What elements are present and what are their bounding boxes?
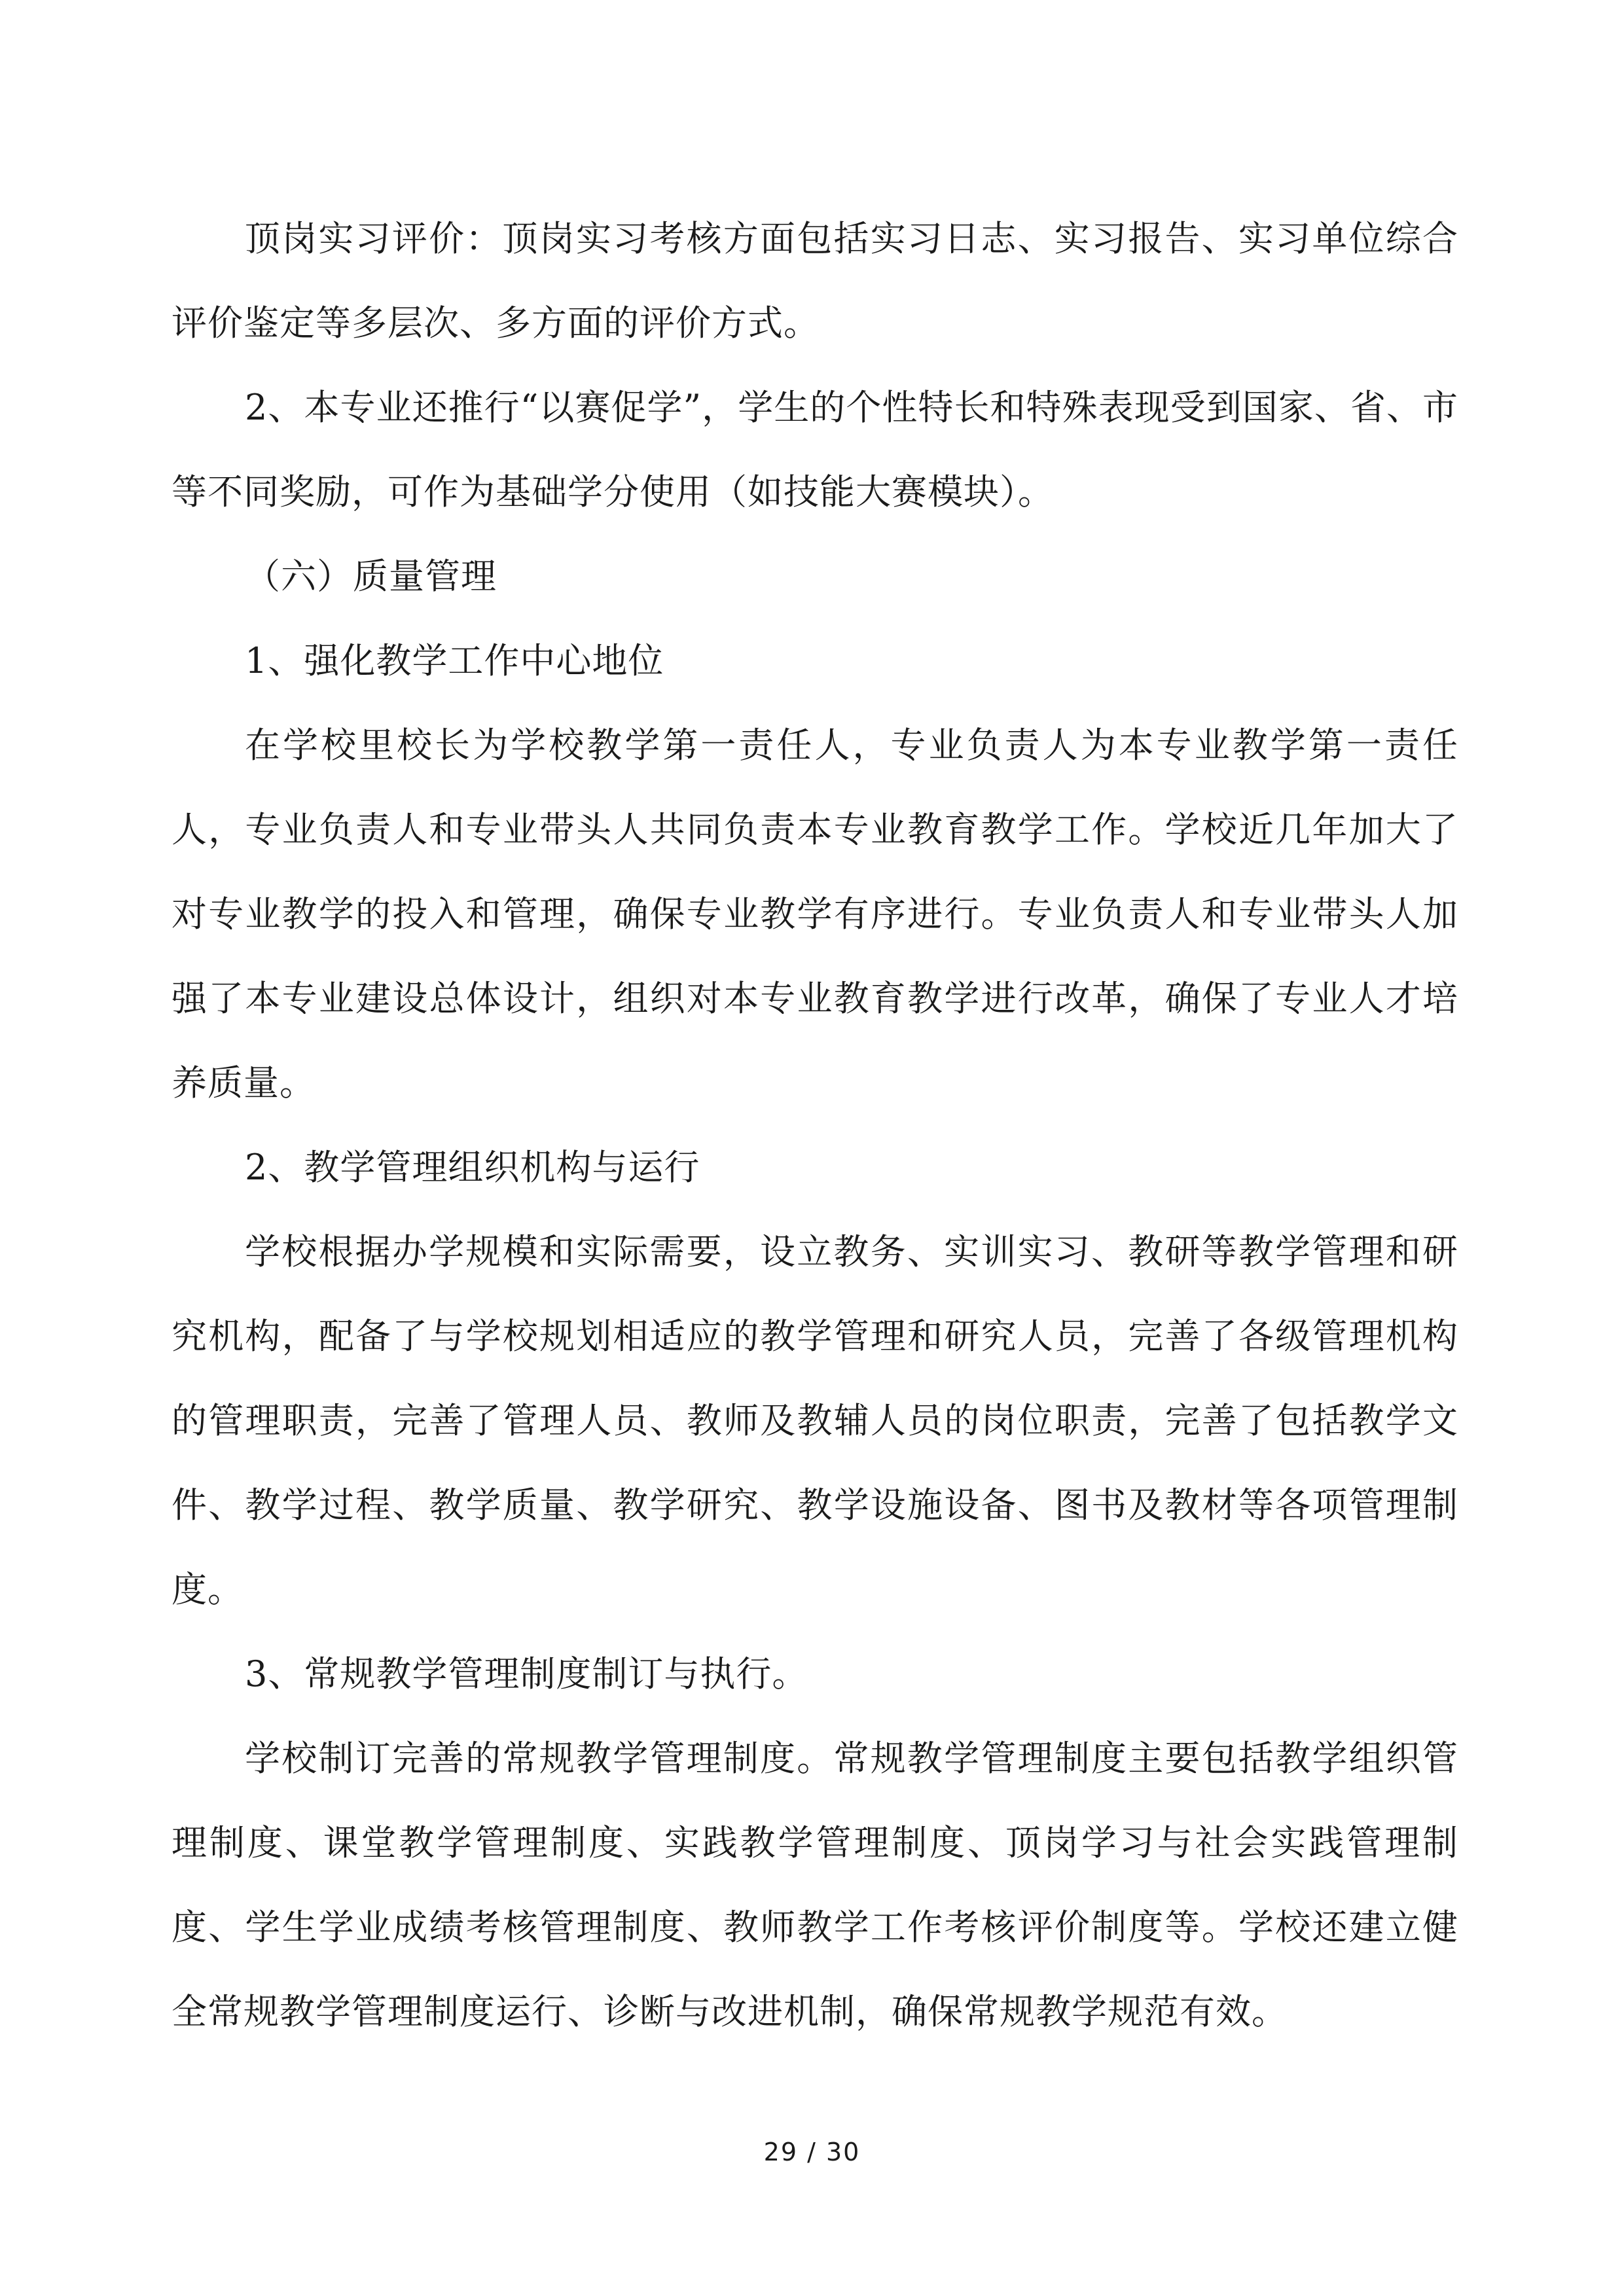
paragraph-management-organization: 学校根据办学规模和实际需要，设立教务、实训实习、教研等教学管理和研究机构，配备了与学校规划相适应的教学管理和研究人员，完善了各级管理机构的管理职责，完善了管理人员、教师及教辅人员的岗位职责，完善了包括教学文件、教学过程、教学质量、教学研究、教学设施设备、图书及教材等各项管理制度。 — [171, 1231, 1458, 1610]
page-number: 29 / 30 — [763, 2138, 861, 2166]
paragraph-responsibility: 在学校里校长为学校教学第一责任人，专业负责人为本专业教学第一责任人，专业负责人和专业带头人共同负责本专业教育教学工作。学校近几年加大了对专业教学的投入和管理，确保专业教学有序进行。专业负责人和专业带头人加强了本专业建设总体设计，组织对本专业教育教学进行改革，确保了专业人才培养质量。 — [171, 725, 1458, 1103]
subheading-routine-management: 3、常规教学管理制度制订与执行。 — [245, 1653, 808, 1695]
paragraph-routine-management: 学校制订完善的常规教学管理制度。常规教学管理制度主要包括教学组织管理制度、课堂教学管理制度、实践教学管理制度、顶岗学习与社会实践管理制度、学生学业成绩考核管理制度、教师教学工作考核评价制度等。学校还建立健全常规教学管理制度运行、诊断与改进机制，确保常规教学规范有效。 — [171, 1738, 1458, 2032]
document-body — [171, 196, 1458, 2054]
subheading-management-organization: 2、教学管理组织机构与运行 — [245, 1147, 700, 1188]
paragraph-competition-credit: 2、本专业还推行“以赛促学”，学生的个性特长和特殊表现受到国家、省、市等不同奖励，可作为基础学分使用（如技能大赛模块）。 — [171, 387, 1458, 512]
paragraph-internship-evaluation: 顶岗实习评价：顶岗实习考核方面包括实习日志、实习报告、实习单位综合评价鉴定等多层次、多方面的评价方式。 — [171, 218, 1458, 344]
subheading-teaching-center: 1、强化教学工作中心地位 — [245, 640, 664, 681]
section-heading-quality-management: （六）质量管理 — [245, 556, 497, 597]
